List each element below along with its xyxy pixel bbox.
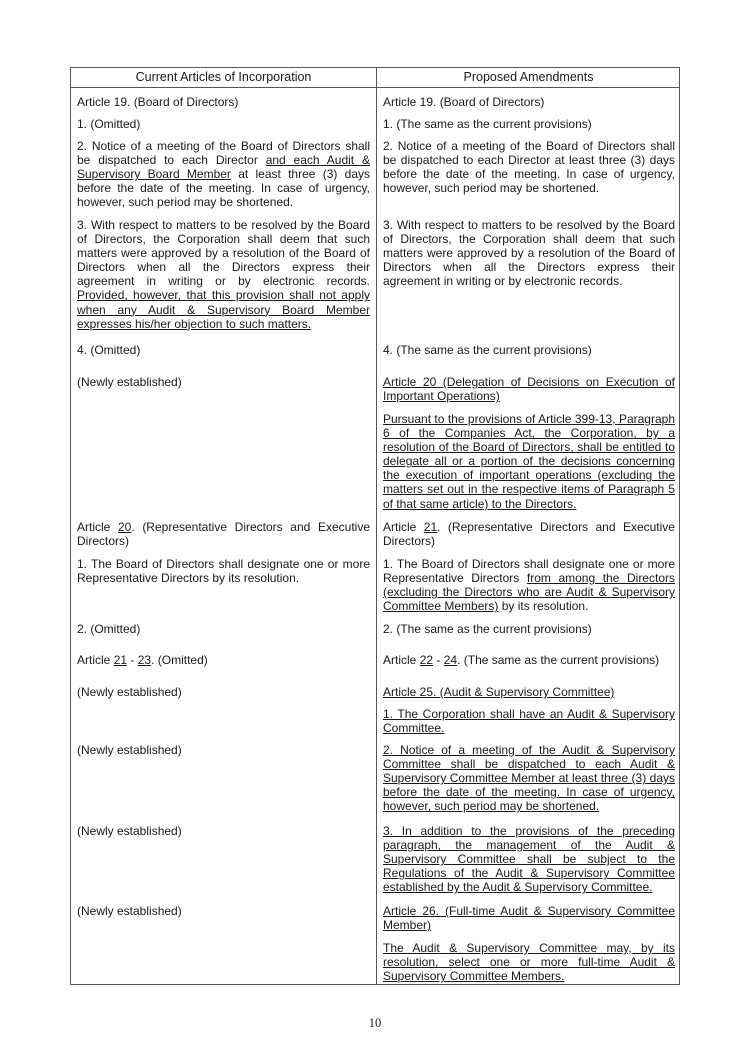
table-header bbox=[71, 68, 679, 88]
proposed-article-26-body: The Audit & Supervisory Committee may, by its resolution, select one or more full-time Audit & Supervisory Committee Members. bbox=[383, 941, 675, 984]
proposed-article-19-2: 2. Notice of a meeting of the Board of Directors shall be dispatched to each Director at least three (3) days before the date of the meeting. In case of urgency, however, such period may be shortened. bbox=[383, 139, 675, 196]
current-newly-established: (Newly established) bbox=[77, 743, 182, 757]
current-newly-established: (Newly established) bbox=[77, 375, 182, 389]
current-article-19-title: Article 19. (Board of Directors) bbox=[77, 95, 239, 109]
current-article-19-3: 3. With respect to matters to be resolved by the Board of Directors, the Corporation shall deem that such matters were approved by a resolution of the Board of Directors when all the Directors express their agreement in writing or by electronic records. Provided, however, that this provision shall not apply when any Audit & Supervisory Board Member expresses his/her objection to such matters. bbox=[77, 218, 370, 331]
proposed-article-19-title: Article 19. (Board of Directors) bbox=[383, 95, 545, 109]
current-article-20-title: Article 20. (Representative Directors and Executive Directors) bbox=[77, 520, 370, 549]
current-newly-established: (Newly established) bbox=[77, 685, 182, 699]
current-article-19-2: 2. Notice of a meeting of the Board of Directors shall be dispatched to each Director and each Audit & Supervisory Board Member at least three (3) days before the date of the meeting. In case of urgency, however, such period may be shortened. bbox=[77, 139, 371, 210]
current-article-19-1: 1. (Omitted) bbox=[77, 117, 141, 131]
proposed-article-26-title: Article 26. (Full-time Audit & Supervisory Committee Member) bbox=[383, 904, 675, 933]
current-article-20-1: 1. The Board of Directors shall designate one or more Representative Directors by its resolution. bbox=[77, 557, 370, 586]
current-newly-established: (Newly established) bbox=[77, 824, 182, 838]
proposed-article-25-title: Article 25. (Audit & Supervisory Committee) bbox=[383, 685, 615, 699]
proposed-article-25-3: 3. In addition to the provisions of the preceding paragraph, the management of the Audit & Supervisory Committee shall be subject to the Regulations of the Audit & Supervisory Committee established by the Audit & Supervisory Committee. bbox=[383, 824, 675, 895]
proposed-article-20-body: Pursuant to the provisions of Article 399-13, Paragraph 6 of the Companies Act, the Corporation, by a resolution of the Board of Directors, shall be entitled to delegate all or a portion of the decisions concerning the execution of important operations (excluding the matters set out in the respective items of Paragraph 5 of that same article) to the Directors. bbox=[383, 412, 675, 511]
proposed-article-25-2: 2. Notice of a meeting of the Audit & Supervisory Committee shall be dispatched to each Audit & Supervisory Committee Member at least three (3) days before the date of the meeting. In case of urgency, however, such period may be shortened. bbox=[383, 743, 675, 814]
proposed-article-19-1: 1. (The same as the current provisions) bbox=[383, 117, 592, 131]
proposed-article-21-1: 1. The Board of Directors shall designate one or more Representative Directors from among the Directors (excluding the Directors who are Audit & Supervisory Committee Members) by its resolution. bbox=[383, 557, 675, 614]
current-newly-established: (Newly established) bbox=[77, 904, 182, 918]
page-number: 10 bbox=[368, 1016, 382, 1030]
proposed-article-21-2: 2. (The same as the current provisions) bbox=[383, 622, 592, 636]
column-divider bbox=[376, 68, 377, 984]
comparison-table bbox=[70, 67, 680, 985]
current-article-21-23: Article 21 - 23. (Omitted) bbox=[77, 653, 208, 667]
proposed-article-21-title: Article 21. (Representative Directors and Executive Directors) bbox=[383, 520, 675, 549]
proposed-article-22-24: Article 22 - 24. (The same as the current provisions) bbox=[383, 653, 660, 667]
current-article-19-4: 4. (Omitted) bbox=[77, 343, 141, 357]
proposed-article-19-4: 4. (The same as the current provisions) bbox=[383, 343, 592, 357]
header-proposed: Proposed Amendments bbox=[463, 70, 594, 84]
header-current: Current Articles of Incorporation bbox=[135, 70, 312, 84]
proposed-article-25-1: 1. The Corporation shall have an Audit & Supervisory Committee. bbox=[383, 707, 675, 736]
proposed-article-20-title: Article 20 (Delegation of Decisions on Execution of Important Operations) bbox=[383, 375, 675, 404]
proposed-article-19-3: 3. With respect to matters to be resolved by the Board of Directors, the Corporation shall deem that such matters were approved by a resolution of the Board of Directors when all the Directors express their agreement in writing or by electronic records. bbox=[383, 218, 675, 289]
current-article-20-2: 2. (Omitted) bbox=[77, 622, 141, 636]
